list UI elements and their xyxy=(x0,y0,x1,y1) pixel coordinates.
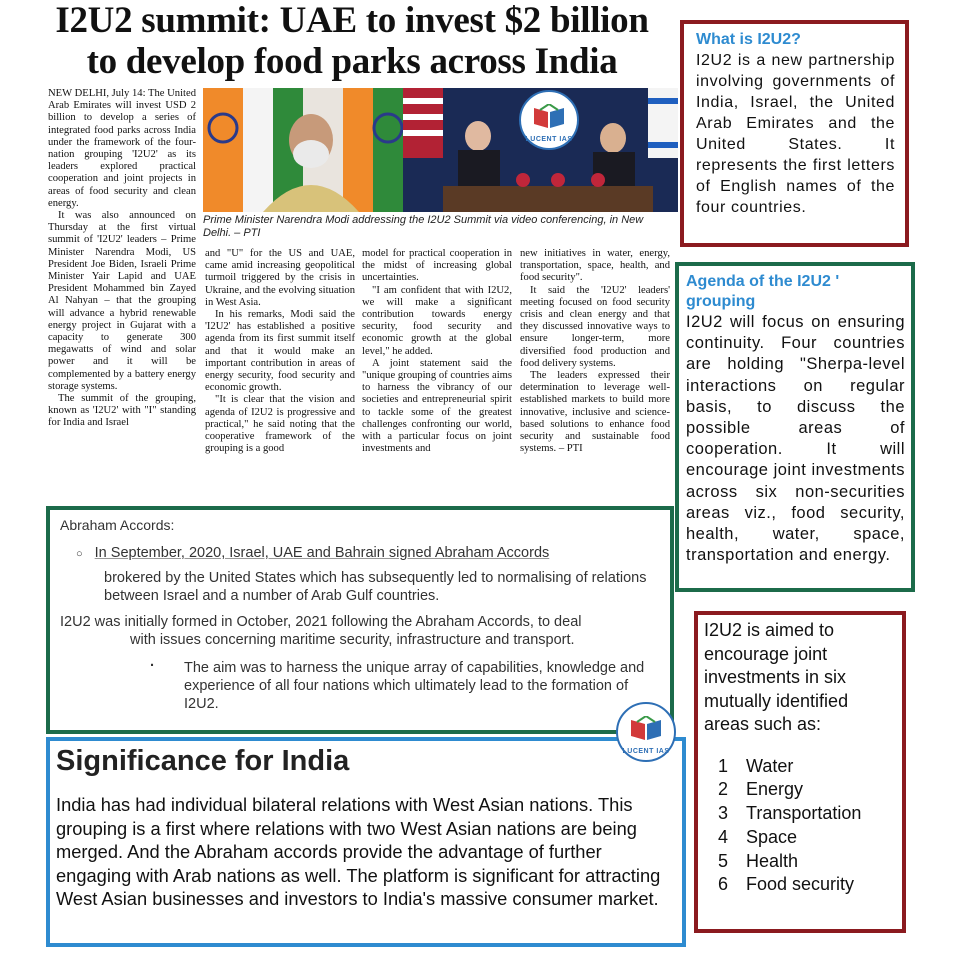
photo-caption: Prime Minister Narendra Modi addressing the I2U2 Summit via video conferencing, in New Delhi. – PTI xyxy=(203,214,644,239)
article-column-4 xyxy=(520,248,670,455)
article-paragraph: and "U" for the US and UAE, came amid increasing geopolitical turmoil triggered by the crisis in Ukraine, and the evolving situation in West Asia. xyxy=(205,248,355,308)
article-paragraph: It said the 'I2U2' leaders' meeting focused on food security crisis and clean energy and that they discussed innovative ways to ensure longer-term, more diversified food production and food delivery systems. xyxy=(520,284,670,369)
abraham-paragraph-2: brokered by the United States which has subsequently led to normalising of relations between Israel and a number of Arab Gulf countries. xyxy=(104,570,647,604)
abraham-text: I2U2 was initially formed in October, 2021 following the Abraham Accords, to deal xyxy=(60,614,582,630)
abraham-paragraph-3 xyxy=(60,613,660,649)
what-is-i2u2-body: I2U2 is a new partnership involving governments of India, Israel, the United Arab Emirates and the United States. It represents the first letters of English names of the four countries. xyxy=(696,52,895,216)
abraham-text: In September, 2020, Israel, UAE and Bahrain signed Abraham Accords xyxy=(94,545,550,561)
list-item xyxy=(718,802,898,826)
article-paragraph: A joint statement said the "unique grouping of countries aims to harness the vibrancy of our societies and entrepreneurial spirit to tackle some of the greatest challenges confronting our world, with a particular focus on joint investments and xyxy=(362,357,512,455)
article-paragraph: In his remarks, Modi said the 'I2U2' has established a positive agenda from its first summit itself and that it would make an important contribution in areas of energy security, food security and economic growth. xyxy=(205,309,355,394)
article-column-2 xyxy=(205,248,355,455)
article-paragraph: It was also announced on Thursday at the first virtual summit of 'I2U2' leaders – Prime Minister Narendra Modi, US President Joe Biden, Israeli Prime Minister Yair Lapid and UAE President Mohammed bin Zayed Al Nahyan – that the grouping will advance a hybrid renewable energy project in Gujarat with a capacity to generate 300 megawatts of wind and solar power and it will be complemented by a battery energy storage systems. xyxy=(48,210,196,392)
article-paragraph: NEW DELHI, July 14: The United Arab Emirates will invest USD 2 billion to develop a series of integrated food parks across India under the framework of the four-nation grouping 'I2U2' as its leaders explored practical cooperation and joint projects in areas of food security and clean energy. xyxy=(48,88,196,209)
abraham-paragraph-4 xyxy=(60,659,660,713)
list-item xyxy=(718,778,898,802)
article-column-1 xyxy=(48,88,196,430)
article-column-3 xyxy=(362,248,512,455)
list-label: Space xyxy=(746,826,798,847)
article-paragraph: model for practical cooperation in the midst of increasing global uncertainties. xyxy=(362,248,512,284)
article-paragraph: "I am confident that with I2U2, we will make a significant contribution towards energy security, food security and economic growth at the global level," he added. xyxy=(362,284,512,357)
agenda-title: Agenda of the I2U2 ' grouping xyxy=(686,273,840,310)
significance-title: Significance for India xyxy=(56,745,350,777)
aim-box xyxy=(694,611,906,933)
abraham-accords-box xyxy=(46,506,674,734)
list-label: Water xyxy=(746,755,794,776)
significance-body: India has had individual bilateral relations with West Asian nations. This grouping is a first where relations with two West Asian nations are being merged. And the Abraham accords provide the advantage of further engaging with Arab nations as well. The platform is significant for attracting West Asian businesses and investors to India's massive consumer market. xyxy=(56,794,661,910)
list-number: 6 xyxy=(718,874,729,895)
article-paragraph: The summit of the grouping, known as 'I2U2' with "I" standing for India and Israel xyxy=(48,393,196,429)
list-number: 4 xyxy=(718,826,729,847)
list-label: Energy xyxy=(746,779,804,800)
lucent-ias-logo xyxy=(616,702,676,762)
abraham-text: with issues concerning maritime security, infrastructure and transport. xyxy=(130,632,575,648)
article-paragraph: "It is clear that the vision and agenda of I2U2 is progressive and practical," he said noting that the cooperative framework of the grouping is a good xyxy=(205,394,355,455)
headline-line-1: I2U2 summit: UAE to invest $2 billion xyxy=(55,0,649,41)
list-number: 5 xyxy=(718,850,729,871)
abraham-paragraph-1 xyxy=(60,544,660,563)
list-number: 2 xyxy=(718,779,729,800)
list-label: Transportation xyxy=(746,803,862,824)
bullet-icon: · xyxy=(150,658,155,674)
areas-list xyxy=(704,755,898,898)
list-item xyxy=(718,873,898,897)
abraham-heading: Abraham Accords: xyxy=(60,517,175,533)
headline-line-2: to develop food parks across India xyxy=(86,41,618,82)
significance-box xyxy=(46,737,686,947)
abraham-text: The aim was to harness the unique array of capabilities, knowledge and experience of all four nations which ultimately lead to the formation of I2U2. xyxy=(184,660,645,712)
headline xyxy=(22,0,682,82)
aim-body: I2U2 is aimed to encourage joint investments in six mutually identified areas such as: xyxy=(704,620,849,734)
logo-text: LUCENT IAS xyxy=(525,136,573,143)
list-item xyxy=(718,826,898,850)
list-item xyxy=(718,755,898,779)
article-paragraph: The leaders expressed their determination to leverage well-established markets to build more innovative, inclusive and science-based solutions to enhance food security and sustainable food systems. – PTI xyxy=(520,370,670,455)
list-item xyxy=(718,850,898,874)
summit-photo-illustration xyxy=(203,88,678,212)
logo-text: LUCENT IAS xyxy=(622,748,670,755)
list-label: Health xyxy=(746,850,799,871)
summit-photo xyxy=(203,88,678,212)
bullet-icon: ○ xyxy=(76,548,83,560)
agenda-body: I2U2 will focus on ensuring continuity. Four countries are holding "Sherpa-level interactions on regular basis, to discuss the possible areas of cooperation. It will encourage joint investments across six non-securities areas viz., food security, health, water, space, transportation and energy. xyxy=(686,313,905,565)
agenda-box xyxy=(675,262,915,592)
lucent-ias-logo xyxy=(519,90,579,150)
what-is-i2u2-title: What is I2U2? xyxy=(696,31,801,48)
list-number: 3 xyxy=(718,803,729,824)
what-is-i2u2-box xyxy=(680,20,909,247)
list-number: 1 xyxy=(718,755,729,776)
article-paragraph: new initiatives in water, energy, transportation, space, health, and food security". xyxy=(520,248,670,284)
list-label: Food security xyxy=(746,874,855,895)
